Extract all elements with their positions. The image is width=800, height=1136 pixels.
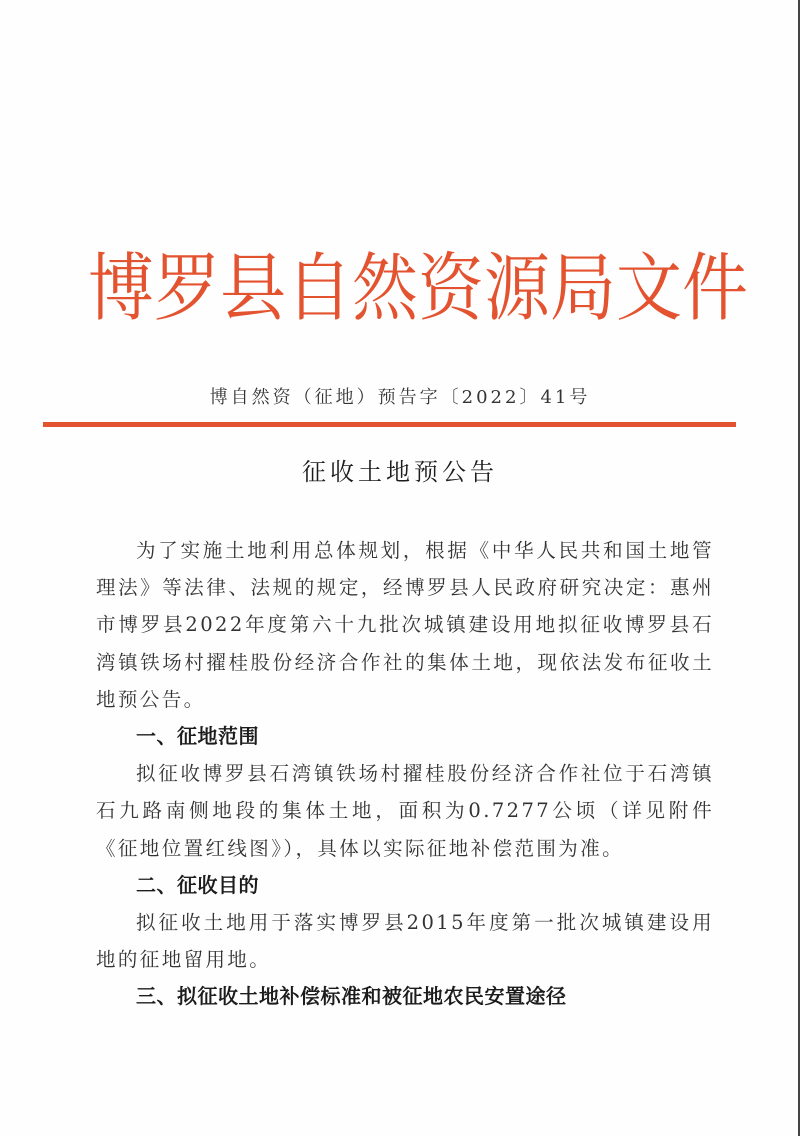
masthead-char: 文 xyxy=(616,245,682,332)
masthead-char: 博 xyxy=(88,245,154,332)
document-masthead xyxy=(88,244,748,334)
red-divider-rule xyxy=(43,422,736,427)
section-heading-scope: 一、征地范围 xyxy=(136,724,259,749)
masthead-char: 资 xyxy=(418,245,484,332)
masthead-char: 源 xyxy=(484,245,550,332)
masthead-char: 自 xyxy=(286,245,352,332)
masthead-char: 件 xyxy=(682,245,748,332)
section-heading-purpose: 二、征收目的 xyxy=(136,872,259,897)
document-number: 博自然资（征地）预告字〔2022〕41号 xyxy=(209,387,591,408)
section-paragraph-purpose: 拟征收土地用于落实博罗县2015年度第一批次城镇建设用地的征地留用地。 xyxy=(96,911,714,972)
masthead-char: 然 xyxy=(352,245,418,332)
document-body xyxy=(96,532,714,1016)
masthead-char: 县 xyxy=(220,245,286,332)
document-title: 征收土地预公告 xyxy=(302,458,498,486)
intro-paragraph: 为了实施土地利用总体规划，根据《中华人民共和国土地管理法》等法律、法规的规定，经博罗县人民政府研究决定：惠州市博罗县2022年度第六十九批次城镇建设用地拟征收博罗县石湾镇铁场村擢桂股份经济合作社的集体土地，现依法发布征收土地预公告。 xyxy=(96,539,714,711)
section-paragraph-scope: 拟征收博罗县石湾镇铁场村擢桂股份经济合作社位于石湾镇石九路南侧地段的集体土地，面积为0.7277公顷（详见附件《征地位置红线图》），具体以实际征地补偿范围为准。 xyxy=(96,762,714,860)
masthead-char: 罗 xyxy=(154,245,220,332)
section-heading-compensation: 三、拟征收土地补偿标准和被征地农民安置途径 xyxy=(136,984,567,1009)
masthead-char: 局 xyxy=(550,245,616,332)
